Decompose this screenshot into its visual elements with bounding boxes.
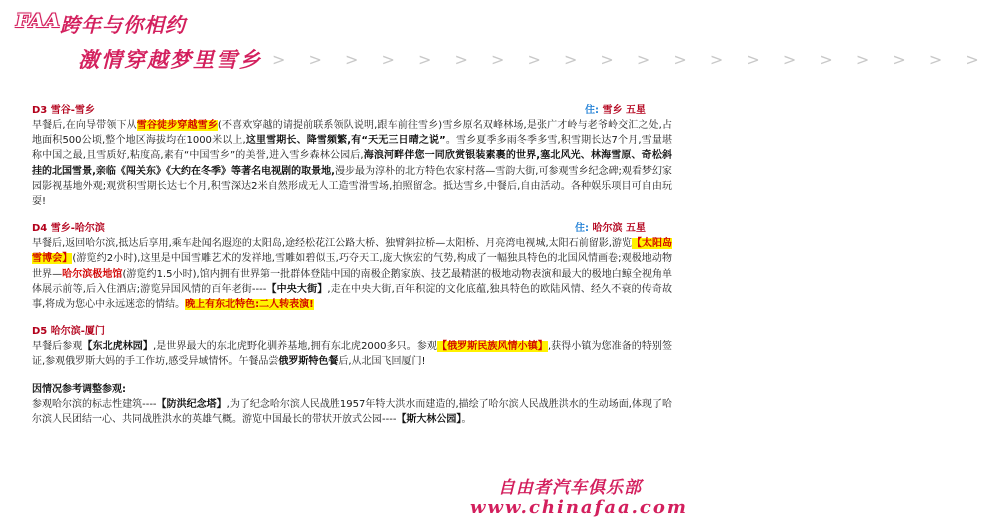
- stay-label: 住:: [575, 223, 590, 235]
- stay-label: 住:: [585, 105, 600, 116]
- text: (游览约2小时),这里是中国雪雕艺术的发祥地,雪雕如碧似玉,巧夺天工,庞大恢宏的气势,构成了一幅独具特色的北国风情画卷;观极地动物世界—: [32, 253, 673, 280]
- footer-brand: 自由者汽车俱乐部: [498, 478, 642, 498]
- text: 。: [461, 414, 472, 426]
- banner-title-line1: 跨年与你相约: [60, 13, 186, 37]
- decorative-arrows: > > > > > > > > > > > > > > > > > > > >: [272, 50, 988, 69]
- tips-title: 因情况参考调整参观:: [32, 383, 126, 395]
- banner-title-line2: 激情穿越梦里雪乡: [78, 47, 262, 72]
- faa-logo: FAA: [16, 10, 61, 32]
- text: 早餐后,在向导带领下从: [32, 120, 137, 131]
- bold-text: 【中央大街】: [266, 283, 328, 295]
- tips-description: [32, 397, 672, 427]
- text: 后,从北国飞回厦门!: [338, 356, 426, 368]
- footer-url[interactable]: www.chinafaa.com: [470, 497, 688, 518]
- highlight-text: 晚上有东北特色:二人转表演!: [185, 299, 314, 311]
- banner-header: [0, 0, 988, 90]
- day-title: D5 哈尔滨-厦门: [32, 326, 105, 338]
- day-accommodation: [575, 221, 646, 236]
- highlight-text: 雪谷徒步穿越雪乡: [136, 120, 218, 131]
- highlight-text: 【俄罗斯民族风情小镇】: [437, 341, 548, 353]
- text: 早餐后,返回哈尔滨,抵达后享用,乘车赴闻名遐迩的太阳岛,途经松花江公路大桥、独臂斜拉桥—太阳桥、月亮湾电视城,太阳石前留影,游览: [32, 238, 632, 250]
- day-header: [32, 103, 672, 118]
- stay-value: 雪乡 五星: [599, 105, 646, 116]
- day-header: [32, 324, 672, 339]
- bold-text: 俄罗斯特色餐: [278, 356, 339, 368]
- bold-text: 这里雪期长、降雪频繁,有“天无三日晴之说”: [245, 135, 446, 147]
- text: (游览约1.5小时),馆内拥有世界第一批群体登陆中国的南极企鹅家族、技艺最精湛的极地动物表演和最大的极地白鲸全视角单体展示前等,后入住酒店;游览异国风情的百年老街----: [32, 268, 673, 295]
- highlight-text: 【太阳岛雪博会】: [32, 238, 672, 265]
- text: (不喜欢穿越的请提前联系领队说明,跟车前往雪乡)雪乡原名双峰林场,是张广才岭与老爷岭交汇之处,占地面积500公顷,整个地区海拔均在1000米以上,: [32, 120, 673, 147]
- day-title: D4 雪乡-哈尔滨: [32, 223, 105, 235]
- day-description: [32, 339, 672, 369]
- text: 早餐后参观: [32, 341, 83, 353]
- text: ,为了纪念哈尔滨人民战胜1957年特大洪水而建造的,描绘了哈尔滨人民战胜洪水的生动场面,体现了哈尔滨人民团结一心、共同战胜洪水的英雄气概。游览中国最长的带状开放式公园----: [32, 398, 673, 426]
- day-title: D3 雪谷-雪乡: [32, 105, 95, 116]
- text: 漫步最为淳朴的北方特色农家村落—雪韵大街,可参观雪乡纪念碑;观看梦幻家园影视基地外观;观赏积雪期长达七个月,积雪深达2米自然形成无人工造雪滑雪场,拍照留念。抵达雪乡,中餐后,自由活动。各种娱乐项目可自由玩耍!: [32, 165, 672, 208]
- day-header: [32, 221, 672, 236]
- text: ,是世界最大的东北虎野化驯养基地,拥有东北虎2000多只。参观: [152, 341, 437, 353]
- itinerary-day-5: [32, 324, 672, 369]
- bold-text: 【防洪纪念塔】: [156, 398, 227, 410]
- text: ,走在中央大街,百年积淀的文化底蕴,独具特色的欧陆风情、经久不衰的传奇故事,将成为您心中永远迷恋的情结。: [32, 283, 673, 311]
- bold-text: 【斯大林公园】: [396, 414, 462, 426]
- day-description: [32, 236, 672, 312]
- stay-value: 哈尔滨 五星: [589, 223, 646, 235]
- tips-section: [32, 382, 672, 428]
- text: 参观哈尔滨的标志性建筑----: [32, 398, 157, 410]
- itinerary-day-4: [32, 221, 672, 312]
- itinerary-day-3: [32, 103, 672, 209]
- text: 。雪乡夏季多雨冬季多雪,积雪期长达7个月,雪量堪称中国之最,且雪质好,粘度高,素有“中国雪乡”的美誉,进入雪乡森林公园后,: [32, 135, 672, 162]
- bold-text: 海浪河畔伴您一同欣赏银装素裹的世界,塞北风光、林海雪原、奇松斜挂的北国雪景,亲临《闯关东》《大约在冬季》等著名电视剧的取景地,: [32, 150, 672, 177]
- day-accommodation: [585, 103, 646, 118]
- itinerary-content: [32, 103, 672, 439]
- bold-text: 【东北虎林园】: [82, 341, 153, 353]
- day-description: [32, 118, 672, 209]
- highlight-text: 哈尔滨极地馆: [62, 268, 123, 280]
- text: ,获得小镇为您准备的特别签证,参观俄罗斯大妈的手工作坊,感受异域情怀。午餐品尝: [32, 341, 673, 368]
